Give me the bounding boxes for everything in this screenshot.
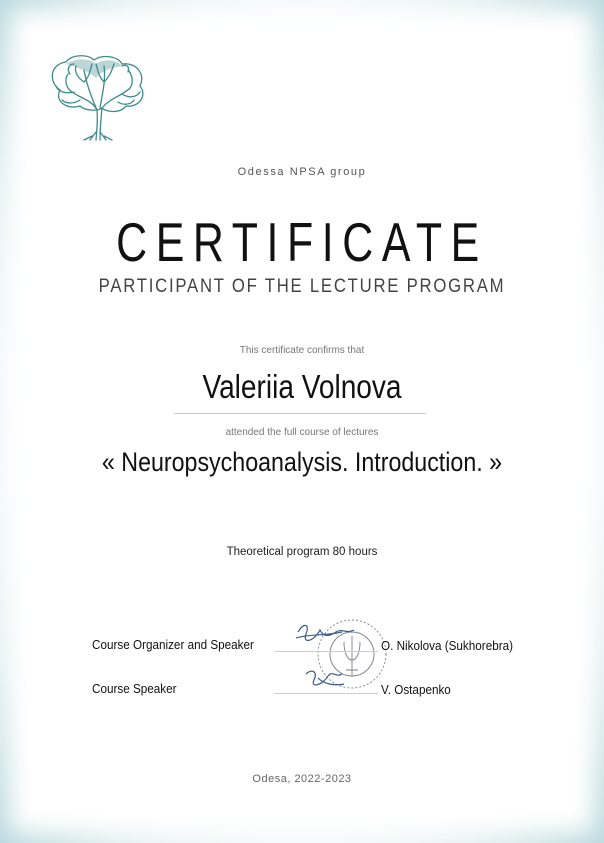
signature-line [274, 651, 378, 652]
stamp-icon [284, 614, 394, 700]
certificate-footer: Odesa, 2022-2023 [252, 773, 352, 785]
signatory-role-organizer: Course Organizer and Speaker [92, 637, 254, 652]
signature-line [274, 693, 378, 694]
signatory-name-organizer: O. Nikolova (Sukhorebra) [381, 638, 514, 653]
name-underline [174, 413, 426, 414]
course-title: « Neuropsychoanalysis. Introduction. » [101, 447, 503, 477]
signatory-role-speaker: Course Speaker [92, 681, 177, 696]
attended-text: attended the full course of lectures [225, 427, 379, 438]
brain-tree-logo-icon [40, 52, 154, 142]
organization-name: Odessa NPSA group [237, 166, 367, 178]
signature-icon [296, 625, 354, 685]
certificate-title: CERTIFICATE [116, 211, 488, 273]
confirms-text: This certificate confirms that [239, 345, 365, 356]
program-hours: Theoretical program 80 hours [226, 546, 378, 558]
certificate-subtitle: PARTICIPANT OF THE LECTURE PROGRAM [98, 276, 506, 297]
signatory-name-speaker: V. Ostapenko [381, 682, 451, 697]
recipient-name: Valeriia Volnova [202, 368, 402, 405]
